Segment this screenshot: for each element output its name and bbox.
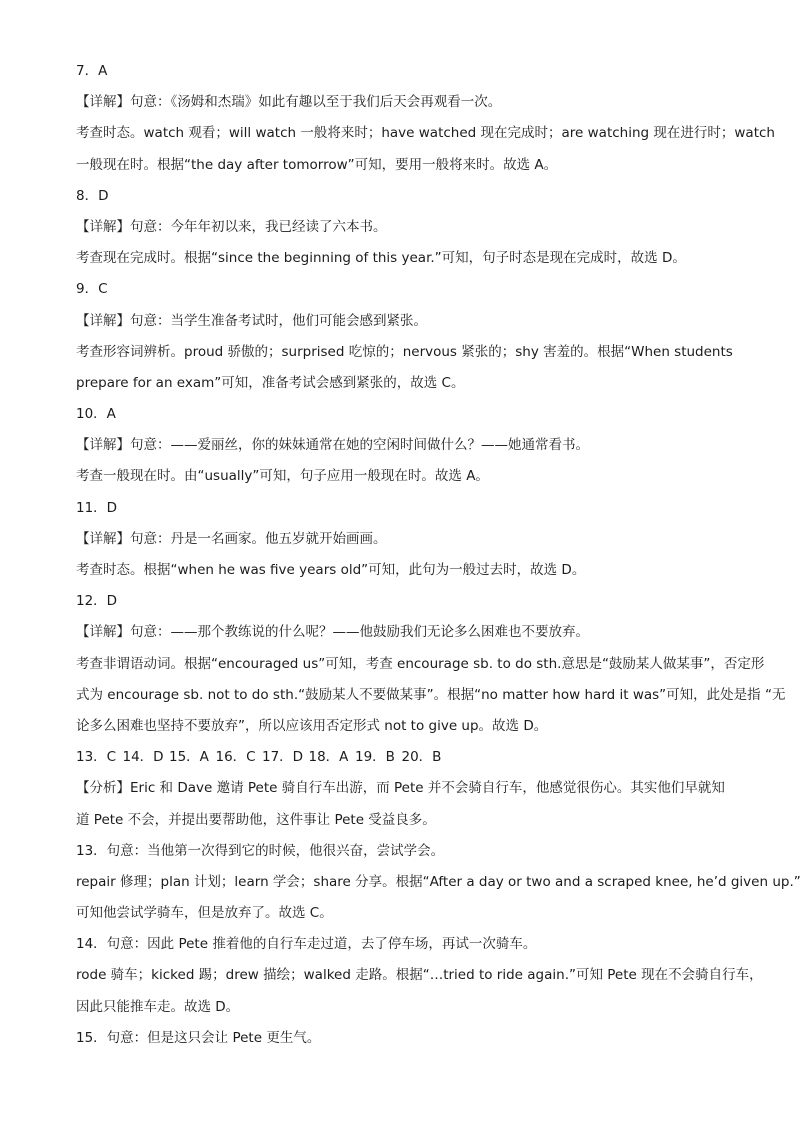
answer-14: 14．D xyxy=(122,749,164,766)
explanation-12: 【详解】句意：——那个教练说的什么呢？——他鼓励我们无论多么困难也不要放弃。 xyxy=(76,624,589,641)
explanation-14: 14．句意：因此 Pete 推着他的自行车走过道，去了停车场，再试一次骑车。 xyxy=(76,936,537,953)
analysis-7-line-1: 考查时态。watch 观看；will watch 一般将来时；have watched 现在完成时；are watching 现在进行时；watch xyxy=(76,125,775,142)
answer-19: 19．B xyxy=(355,749,395,766)
explanation-15: 15．句意：但是这只会让 Pete 更生气。 xyxy=(76,1029,321,1046)
answer-heading-7: 7．A xyxy=(76,63,108,79)
answer-heading-9: 9．C xyxy=(76,281,108,298)
answer-heading-10: 10．A xyxy=(76,406,116,423)
explanation-13: 13．句意：当他第一次得到它的时候，他很兴奋，尝试学会。 xyxy=(76,842,445,859)
document-page xyxy=(76,56,801,1054)
explanation-10: 【详解】句意：——爱丽丝，你的妹妹通常在她的空闲时间做什么？——她通常看书。 xyxy=(76,437,589,454)
analysis-8: 考查现在完成时。根据“since the beginning of this year.”可知，句子时态是现在完成时，故选 D。 xyxy=(76,250,686,267)
answer-heading-12: 12．D xyxy=(76,593,118,610)
analysis-11: 考查时态。根据“when he was five years old”可知，此句为一般过去时，故选 D。 xyxy=(76,562,586,578)
explanation-11: 【详解】句意：丹是一名画家。他五岁就开始画画。 xyxy=(76,530,387,547)
answer-17: 17．D xyxy=(262,749,304,766)
explanation-7: 【详解】句意：《汤姆和杰瑞》如此有趣以至于我们后天会再观看一次。 xyxy=(76,94,502,111)
explanation-9: 【详解】句意：当学生准备考试时，他们可能会感到紧张。 xyxy=(76,312,427,329)
answer-13: 13．C xyxy=(76,749,117,766)
analysis-12-line-3: 论多么困难也坚持不要放弃”，所以应该用否定形式 not to give up。故选 D。 xyxy=(76,717,548,734)
analysis-9-line-1: 考查形容词辨析。proud 骄傲的；surprised 吃惊的；nervous 紧张的；shy 害羞的。根据“When students xyxy=(76,343,733,360)
answer-18: 18．A xyxy=(308,749,349,766)
analysis-13-line-1: repair 修理；plan 计划；learn 学会；share 分享。根据“After a day or two and a scraped knee, he’d given up.” xyxy=(76,873,801,890)
analysis-12-line-1: 考查非谓语动词。根据“encouraged us”可知，考查 encourage sb. to do sth.意思是“鼓励某人做某事”，否定形 xyxy=(76,655,765,672)
analysis-14-line-1: rode 骑车；kicked 踢；drew 描绘；walked 走路。根据“…tried to ride again.”可知 Pete 现在不会骑自行车， xyxy=(76,967,763,984)
passage-analysis-line-1: 【分析】Eric 和 Dave 邀请 Pete 骑自行车出游，而 Pete 并不会骑自行车，他感觉很伤心。其实他们早就知 xyxy=(76,780,725,797)
analysis-13-line-2: 可知他尝试学骑车，但是放弃了。故选 C。 xyxy=(76,905,333,922)
answer-heading-8: 8．D xyxy=(76,187,109,204)
answer-heading-11: 11．D xyxy=(76,499,118,516)
analysis-9-line-2: prepare for an exam”可知，准备考试会感到紧张的，故选 C。 xyxy=(76,374,465,391)
analysis-7-line-2: 一般现在时。根据“the day after tomorrow”可知，要用一般将来时。故选 A。 xyxy=(76,156,558,173)
passage-analysis-line-2: 道 Pete 不会，并提出要帮助他，这件事让 Pete 受益良多。 xyxy=(76,811,436,828)
answer-16: 16．C xyxy=(215,749,256,766)
explanation-8: 【详解】句意：今年年初以来，我已经读了六本书。 xyxy=(76,218,387,235)
answers-row-13-20 xyxy=(76,742,722,773)
analysis-10: 考查一般现在时。由“usually”可知，句子应用一般现在时。故选 A。 xyxy=(76,468,489,485)
analysis-12-line-2: 式为 encourage sb. not to do sth.“鼓励某人不要做某事”。根据“no matter how hard it was”可知，此处是指 “无 xyxy=(76,686,786,703)
analysis-14-line-2: 因此只能推车走。故选 D。 xyxy=(76,998,240,1015)
answer-20: 20．B xyxy=(401,749,442,766)
answer-15: 15．A xyxy=(169,749,209,766)
